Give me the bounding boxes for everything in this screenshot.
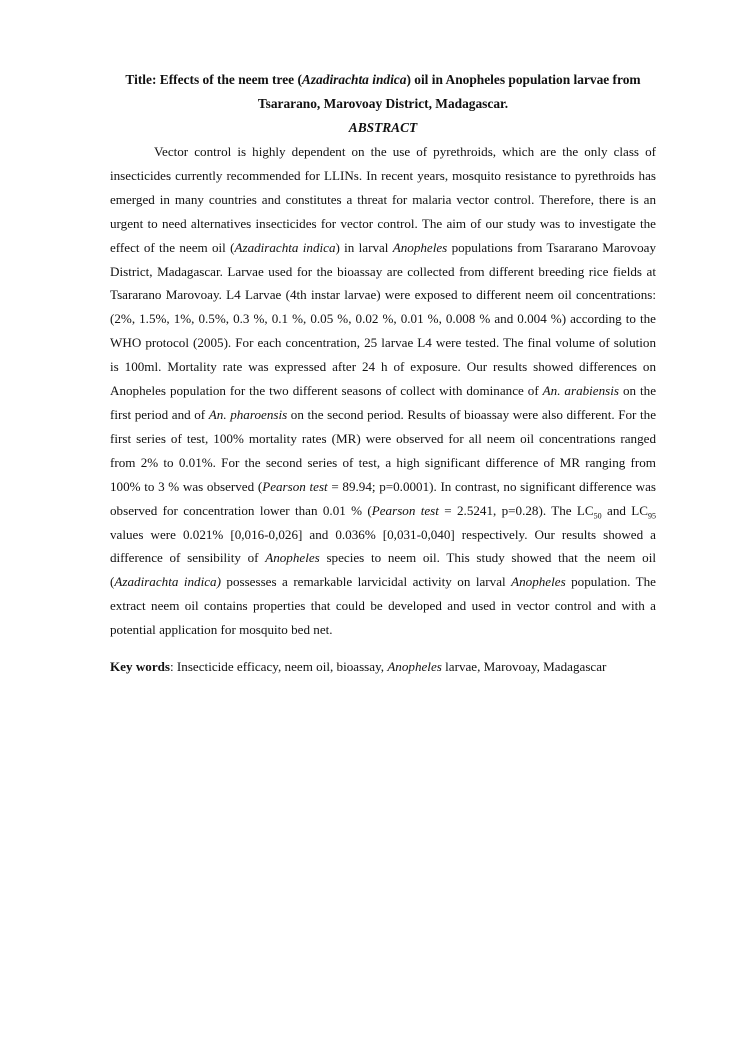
keywords-italic: Anopheles	[387, 659, 442, 675]
abstract-text: on the second period. Results of bioassay were also different. For the first series of test, 100% mortality rates (MR) were observed for all neem oil concentrations ranged from 2% to 0.01%. For the second series of test, a high significant difference of MR ranging from 100% to 3 % was observed (	[110, 406, 657, 494]
abstract-text: on the first period and of	[110, 383, 657, 422]
abstract-text: populations from Tsararano Marovoay District, Madagascar. Larvae used for the bioassay are collected from different breeding rice fields at Tsararano Marovoay. L4 Larvae (4th instar larvae) were exposed to different neem oil concentrations: (2%, 1.5%, 1%, 0.5%, 0.3 %, 0.1 %, 0.05 %, 0.02 %, 0.01 %, 0.008 % and 0.004 %) according to the WHO protocol (2005). For each concentration, 25 larvae L4 were tested. The final volume of solution is 100ml. Mortality rate was expressed after 24 h of exposure. Our results showed differences on Anopheles population for the two different seasons of collect with dominance of	[110, 239, 657, 399]
abstract-italic: Anopheles	[511, 574, 566, 590]
keywords-text: larvae, Marovoay, Madagascar	[441, 659, 607, 675]
abstract-text: values were 0.021% [0,016-0,026] and 0.036% [0,031-0,040] respectively. Our results showed a difference of sensibility of	[110, 526, 656, 566]
title-suffix: ) oil in Anopheles population larvae from Tsararano, Marovoay District, Madagascar.	[257, 72, 641, 111]
abstract-italic: Pearson test	[371, 502, 439, 518]
abstract-italic: An. pharoensis	[208, 406, 288, 422]
abstract-italic: Azadirachta indica)	[114, 574, 221, 590]
abstract-italic: Pearson test	[262, 478, 328, 494]
abstract-italic: Anopheles	[392, 239, 448, 255]
keywords-text: : Insecticide efficacy, neem oil, bioassay,	[170, 659, 388, 675]
abstract-text: possesses a remarkable larvicidal activity on larval	[220, 574, 512, 590]
keywords	[110, 656, 656, 678]
abstract-text: = 89.94; p=0.0001). In contrast, no significant difference was observed for concentration lower than 0.01 % (	[110, 478, 656, 518]
abstract-italic: Azadirachta indica	[234, 239, 336, 255]
abstract-heading: ABSTRACT	[348, 120, 418, 135]
abstract-text: and LC	[601, 502, 648, 518]
abstract-subscript: 50	[593, 511, 602, 521]
abstract-text: Vector control is highly dependent on the use of pyrethroids, which are the only class of insecticides currently recommended for LLINs. In recent years, mosquito resistance to pyrethroids has emerged in many countries and constitutes a threat for malaria vector control. Therefore, there is an urgent to need alternatives insecticides for vector control. The aim of our study was to investigate the effect of the neem oil (	[110, 144, 656, 255]
abstract-body	[110, 140, 656, 642]
title-species: Azadirachta indica	[301, 72, 407, 87]
abstract-text: ) in larval	[335, 239, 393, 255]
title-prefix: Title: Effects of the neem tree (	[125, 72, 302, 87]
keywords-label: Key words	[110, 659, 171, 675]
abstract-text: = 2.5241, p=0.28). The LC	[438, 502, 594, 518]
paper-page	[110, 68, 656, 678]
abstract-italic: An. arabiensis	[542, 383, 619, 399]
abstract-text: species to neem oil. This study showed that the neem oil (	[110, 550, 656, 590]
abstract-text: population. The extract neem oil contains properties that could be developed and used in vector control and with a potential application for mosquito bed net.	[110, 574, 656, 638]
paper-title	[110, 68, 656, 116]
abstract-subscript: 95	[647, 511, 656, 521]
abstract-italic: Anopheles	[265, 550, 320, 566]
